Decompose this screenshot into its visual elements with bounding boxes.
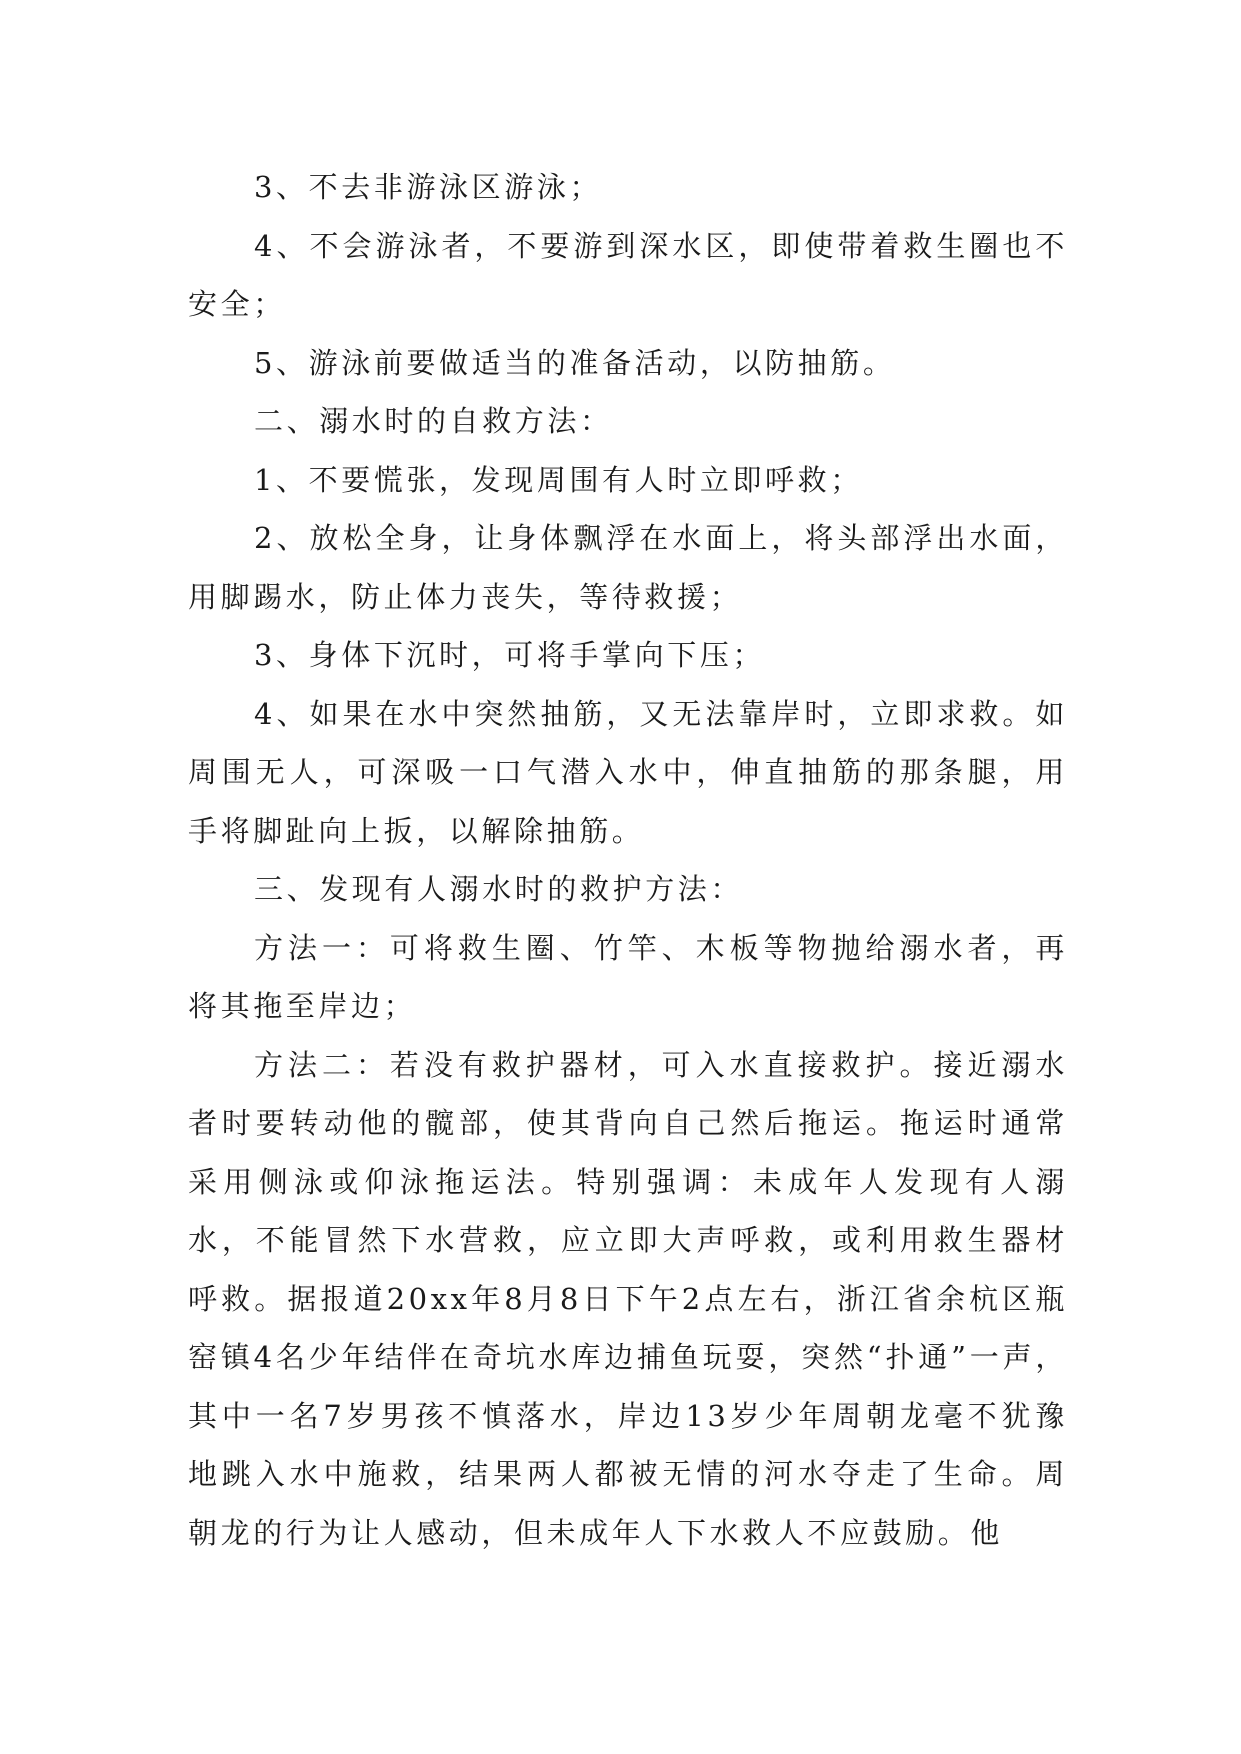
paragraph-11: 方法二：若没有救护器材，可入水直接救护。接近溺水者时要转动他的髋部，使其背向自己然后拖运。拖运时通常采用侧泳或仰泳拖运法。特别强调：未成年人发现有人溺水，不能冒然下水营救，应立即大声呼救，或利用救生器材呼救。据报道20xx年8月8日下午2点左右，浙江省余杭区瓶窑镇4名少年结伴在奇坑水库边捕鱼玩耍，突然“扑通”一声，其中一名7岁男孩不慎落水，岸边13岁少年周朝龙毫不犹豫地跳入水中施救，结果两人都被无情的河水夺走了生命。周朝龙的行为让人感动，但未成年人下水救人不应鼓励。他 xyxy=(188,1047,1068,1550)
paragraph-7: 3、身体下沉时，可将手掌向下压； xyxy=(254,638,766,672)
paragraph-10: 方法一：可将救生圈、竹竿、木板等物抛给溺水者，再将其拖至岸边； xyxy=(188,930,1068,1023)
paragraph-6: 2、放松全身，让身体飘浮在水面上，将头部浮出水面，用脚踢水，防止体力丧失，等待救援； xyxy=(188,521,1068,614)
section-heading-2: 二、溺水时的自救方法： xyxy=(254,404,613,438)
paragraph-5: 1、不要慌张，发现周围有人时立即呼救； xyxy=(254,462,863,497)
document-body xyxy=(188,158,1068,1562)
section-heading-3: 三、发现有人溺水时的救护方法： xyxy=(254,872,744,906)
paragraph-2: 4、不会游泳者，不要游到深水区，即使带着救生圈也不安全； xyxy=(188,228,1068,321)
paragraph-1: 3、不去非游泳区游泳； xyxy=(254,170,603,204)
paragraph-3: 5、游泳前要做适当的准备活动，以防抽筋。 xyxy=(254,345,896,380)
paragraph-8: 4、如果在水中突然抽筋，又无法靠岸时，立即求救。如周围无人，可深吸一口气潜入水中，伸直抽筋的那条腿，用手将脚趾向上扳，以解除抽筋。 xyxy=(188,696,1068,848)
